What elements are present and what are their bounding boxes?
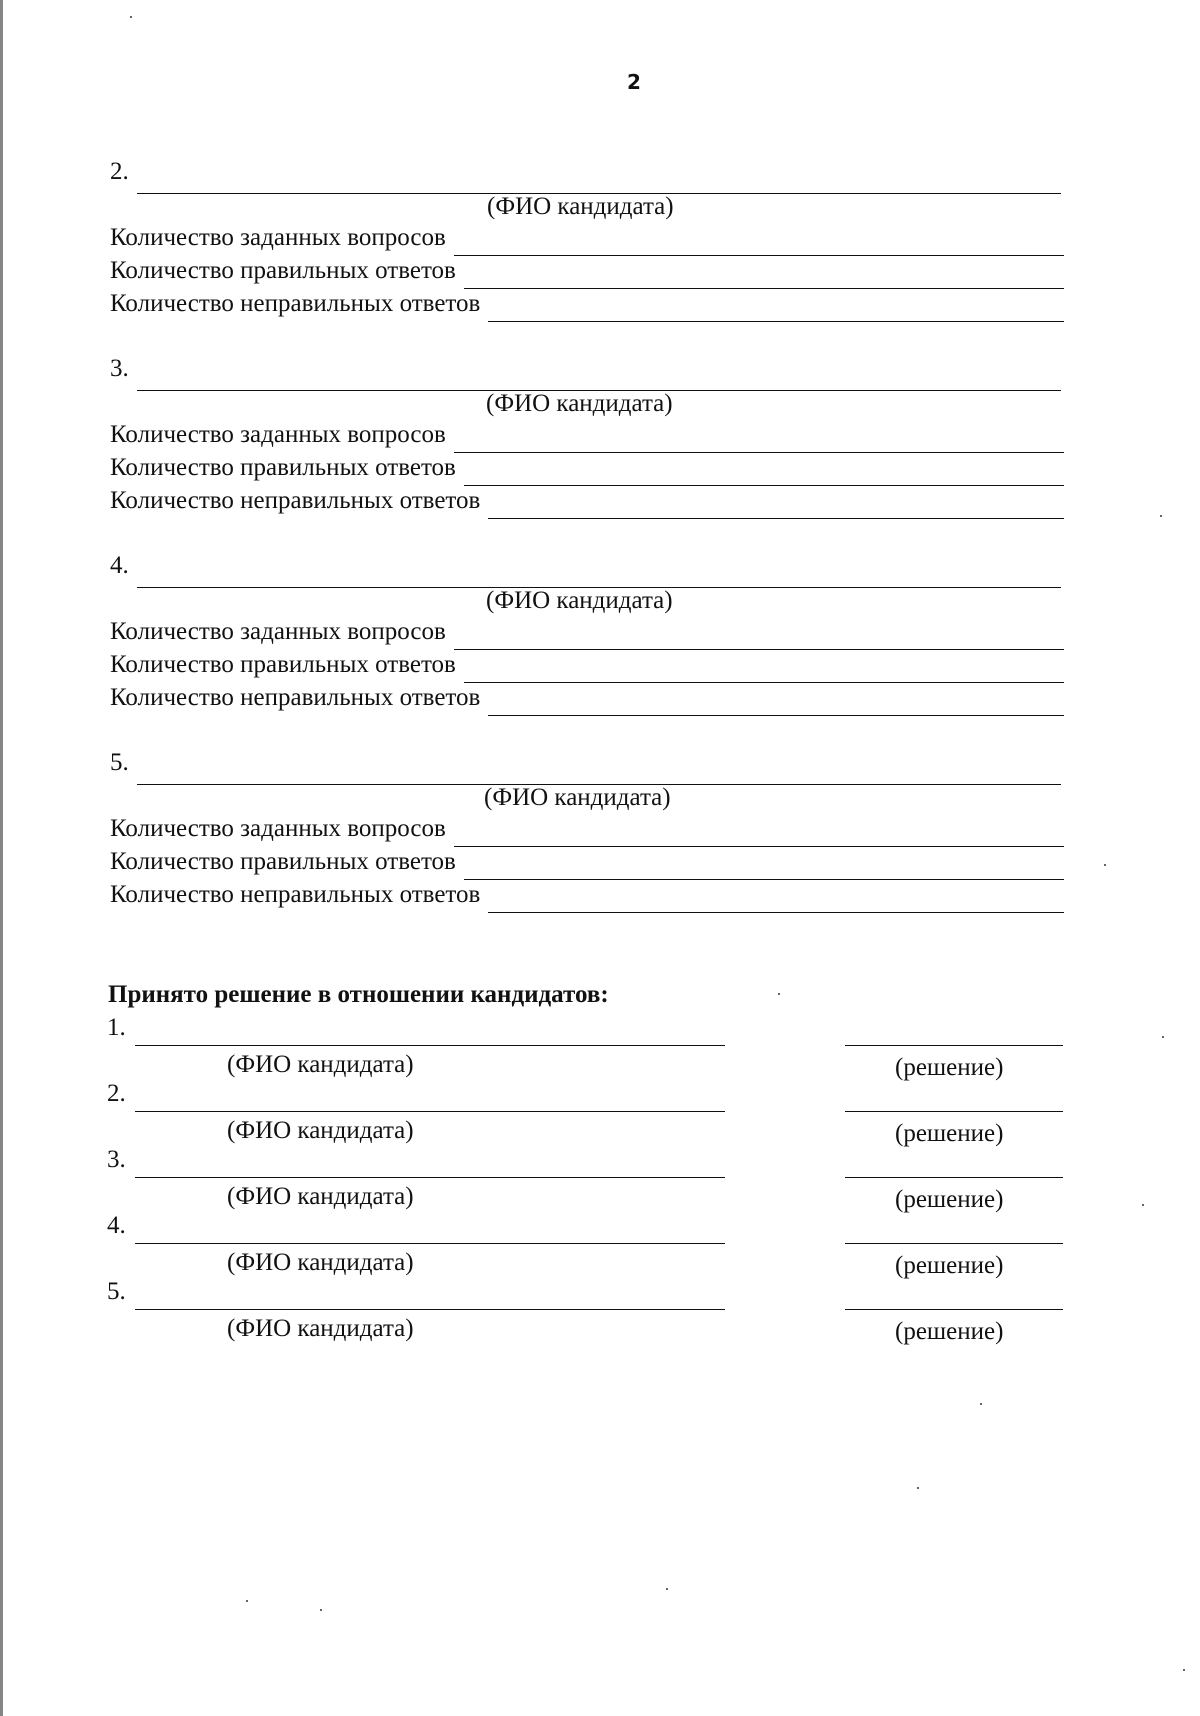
incorrect-answers-label: Количество неправильных ответов bbox=[110, 290, 481, 317]
candidate-number: 2. bbox=[110, 158, 129, 185]
page-number: 2 bbox=[627, 70, 641, 94]
decision-result-line[interactable] bbox=[845, 1111, 1063, 1112]
fio-caption: (ФИО кандидата) bbox=[227, 1183, 414, 1210]
questions-asked-label: Количество заданных вопросов bbox=[110, 618, 446, 645]
incorrect-answers-field[interactable] bbox=[488, 321, 1064, 322]
questions-asked-field[interactable] bbox=[454, 649, 1064, 650]
decision-result-line[interactable] bbox=[845, 1243, 1063, 1244]
decision-candidate-number: 1. bbox=[107, 1014, 126, 1041]
incorrect-answers-field[interactable] bbox=[488, 912, 1064, 913]
scan-speck bbox=[246, 1600, 248, 1602]
fio-caption: (ФИО кандидата) bbox=[227, 1315, 414, 1342]
fio-caption: (ФИО кандидата) bbox=[227, 1117, 414, 1144]
fio-caption: (ФИО кандидата) bbox=[227, 1249, 414, 1276]
questions-asked-field[interactable] bbox=[454, 255, 1064, 256]
correct-answers-field[interactable] bbox=[464, 288, 1064, 289]
correct-answers-label: Количество правильных ответов bbox=[110, 454, 456, 481]
decision-candidate-name-line[interactable] bbox=[135, 1309, 725, 1310]
candidate-number: 4. bbox=[110, 552, 129, 579]
decision-candidate-name-line[interactable] bbox=[135, 1111, 725, 1112]
decision-caption: (решение) bbox=[895, 1318, 1004, 1345]
correct-answers-label: Количество правильных ответов bbox=[110, 257, 456, 284]
fio-caption: (ФИО кандидата) bbox=[487, 193, 674, 220]
decision-candidate-number: 4. bbox=[107, 1212, 126, 1239]
decision-result-line[interactable] bbox=[845, 1177, 1063, 1178]
decision-result-line[interactable] bbox=[845, 1309, 1063, 1310]
correct-answers-field[interactable] bbox=[464, 485, 1064, 486]
fio-caption: (ФИО кандидата) bbox=[484, 784, 671, 811]
decision-result-line[interactable] bbox=[845, 1045, 1063, 1046]
scan-speck bbox=[320, 1609, 322, 1611]
questions-asked-label: Количество заданных вопросов bbox=[110, 421, 446, 448]
candidate-number: 3. bbox=[110, 355, 129, 382]
decision-candidate-number: 3. bbox=[107, 1146, 126, 1173]
fio-caption: (ФИО кандидата) bbox=[486, 587, 673, 614]
correct-answers-label: Количество правильных ответов bbox=[110, 651, 456, 678]
correct-answers-label: Количество правильных ответов bbox=[110, 848, 456, 875]
scan-edge-shadow bbox=[0, 0, 3, 1716]
scan-speck bbox=[1162, 1036, 1164, 1038]
scan-speck bbox=[666, 1588, 668, 1590]
scan-speck bbox=[1142, 1204, 1144, 1206]
decision-caption: (решение) bbox=[895, 1120, 1004, 1147]
fio-caption: (ФИО кандидата) bbox=[486, 390, 673, 417]
decision-candidate-number: 5. bbox=[107, 1278, 126, 1305]
decision-heading: Принято решение в отношении кандидатов: bbox=[108, 981, 609, 1008]
decision-caption: (решение) bbox=[895, 1054, 1004, 1081]
decision-candidate-number: 2. bbox=[107, 1080, 126, 1107]
incorrect-answers-label: Количество неправильных ответов bbox=[110, 881, 481, 908]
scan-speck bbox=[980, 1403, 982, 1405]
decision-caption: (решение) bbox=[895, 1252, 1004, 1279]
incorrect-answers-label: Количество неправильных ответов bbox=[110, 487, 481, 514]
scan-speck bbox=[1104, 864, 1106, 866]
scan-speck bbox=[130, 16, 132, 18]
incorrect-answers-field[interactable] bbox=[488, 518, 1064, 519]
correct-answers-field[interactable] bbox=[464, 879, 1064, 880]
scan-speck bbox=[778, 993, 780, 995]
questions-asked-label: Количество заданных вопросов bbox=[110, 224, 446, 251]
scan-speck bbox=[1183, 1669, 1185, 1671]
decision-candidate-name-line[interactable] bbox=[135, 1243, 725, 1244]
correct-answers-field[interactable] bbox=[464, 682, 1064, 683]
questions-asked-field[interactable] bbox=[454, 452, 1064, 453]
candidate-number: 5. bbox=[110, 749, 129, 776]
decision-candidate-name-line[interactable] bbox=[135, 1045, 725, 1046]
incorrect-answers-label: Количество неправильных ответов bbox=[110, 684, 481, 711]
fio-caption: (ФИО кандидата) bbox=[227, 1051, 414, 1078]
decision-candidate-name-line[interactable] bbox=[135, 1177, 725, 1178]
questions-asked-label: Количество заданных вопросов bbox=[110, 815, 446, 842]
decision-caption: (решение) bbox=[895, 1186, 1004, 1213]
questions-asked-field[interactable] bbox=[454, 846, 1064, 847]
incorrect-answers-field[interactable] bbox=[488, 715, 1064, 716]
scan-speck bbox=[1160, 515, 1162, 517]
scan-speck bbox=[917, 1487, 919, 1489]
